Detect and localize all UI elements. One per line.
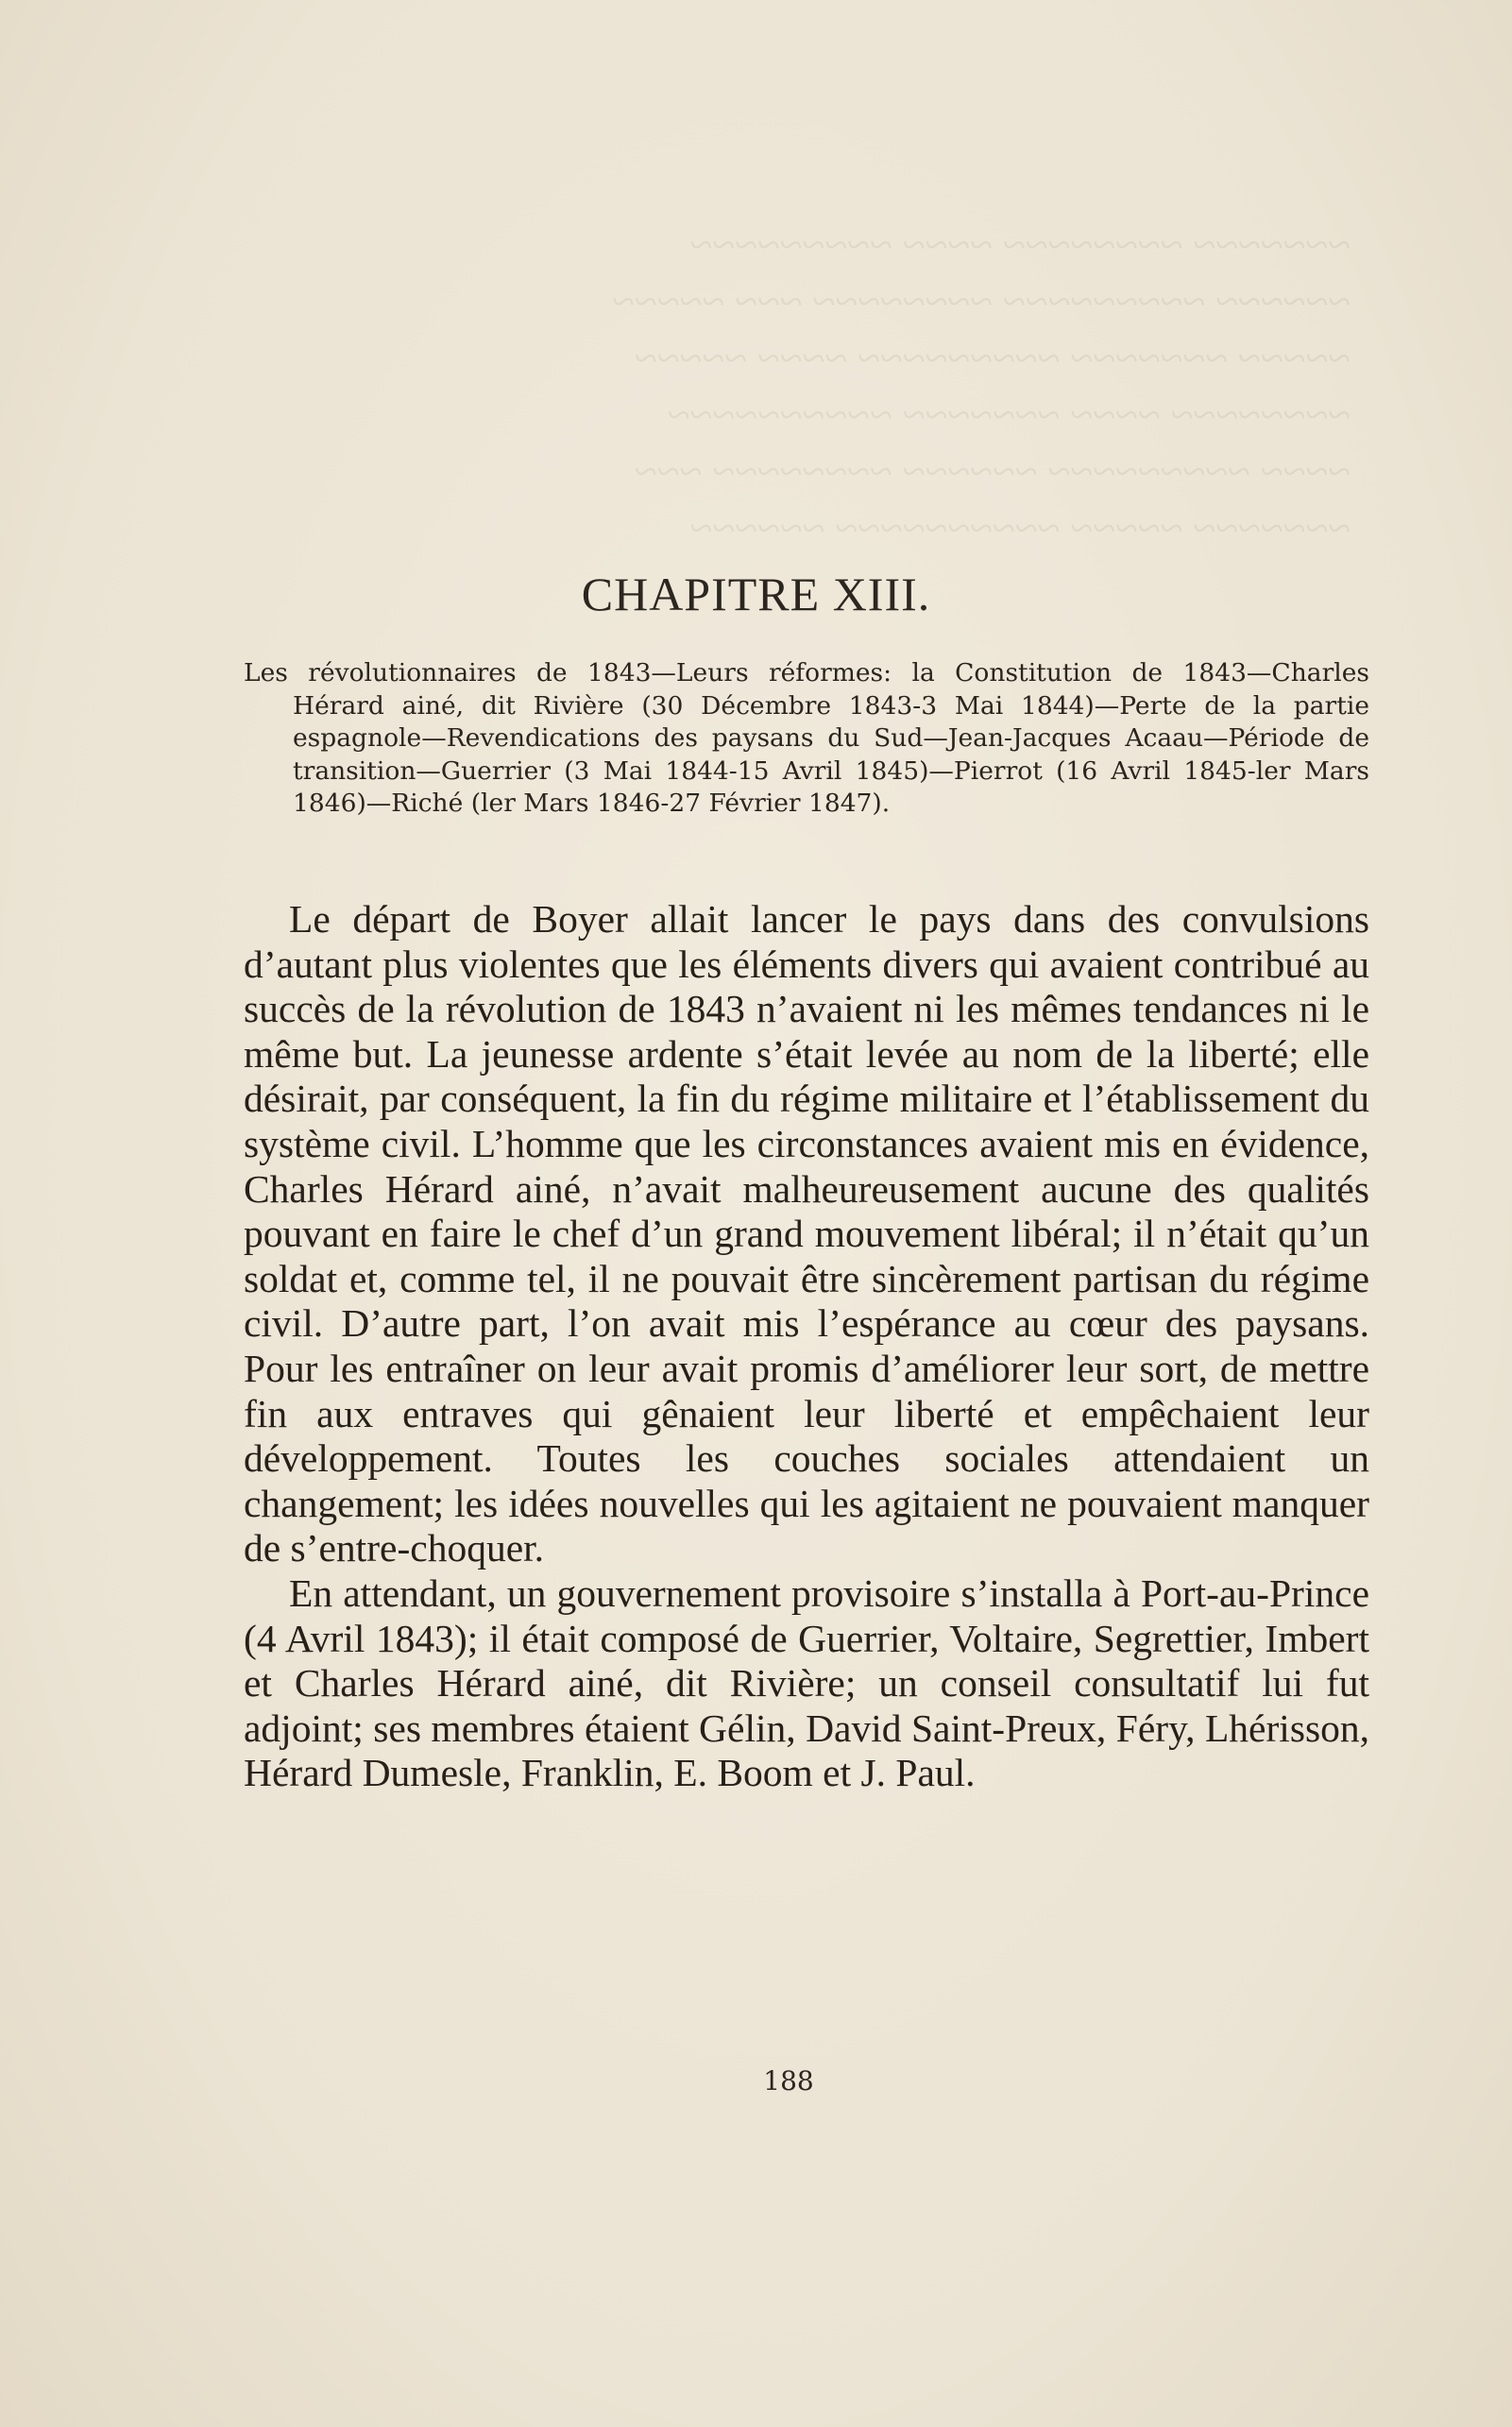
- page-number: 188: [763, 2065, 814, 2096]
- chapter-title: CHAPITRE XIII.: [581, 568, 931, 620]
- paragraph: En attendant, un gouvernement provisoire s’installa à Port-au-Prince (4 Avril 1843); il était composé de Guerrier, Voltaire, Segrettier, Imbert et Charles Hérard ainé, dit Rivière; un conseil consultatif lui fut adjoint; ses membres étaient Gélin, David Saint-Preux, Féry, Lhérisson, Hérard Dumesle, Franklin, E. Boom et J. Paul.: [244, 1570, 1369, 1795]
- body-text: [244, 897, 1369, 1796]
- chapter-summary: Les révolutionnaires de 1843—Leurs réformes: la Constitution de 1843—Charles Hérard ainé, dit Rivière (30 Décembre 1843-3 Mai 1844)—Perte de la partie espagnole—Revendications des paysans du Sud—Jean-Jacques Acaau—Période de transition—Guerrier (3 Mai 1844-15 Avril 1845)—Pierrot (16 Avril 1845-ler Mars 1846)—Riché (ler Mars 1846-27 Février 1847).: [244, 658, 1369, 818]
- show-through-bleed: ~~~~~~~ ~~~~~~~~ ~~~~ ~~~~~~~~~ ~~~~~~ ~~~~~~~~~ ~~~~~~~~ ~~~ ~~~~~ ~~~~~ ~~~~~~~ ~~~~~~~~~ ~~~~ ~~~~~ ~~~~~~~~ ~~~~ ~~~~~~~ ~~~~~~~~~~ ~~~~ ~~~~~~~~~ ~~~~~~ ~~~~~~~~ ~~~ ~~~~~~~ ~~~~~ ~~~~~~~~~~ ~~~~~~: [612, 222, 1351, 552]
- paragraph: Le départ de Boyer allait lancer le pays dans des convulsions d’autant plus violentes que les éléments divers qui avaient contribué au succès de la révolution de 1843 n’avaient ni les mêmes tendances ni le même but. La jeunesse ardente s’était levée au nom de la liberté; elle désirait, par conséquent, la fin du régime militaire et l’établissement du système civil. L’homme que les circonstances avaient mis en évidence, Charles Hérard ainé, n’avait malheureusement aucune des qualités pouvant en faire le chef d’un grand mouvement libéral; il n’était qu’un soldat et, comme tel, il ne pouvait être sincèrement partisan du régime civil. D’autre part, l’on avait mis l’espérance au cœur des paysans. Pour les entraîner on leur avait promis d’améliorer leur sort, de mettre fin aux entraves qui gênaient leur liberté et empêchaient leur développement. Toutes les couches sociales attendaient un changement; les idées nouvelles qui les agitaient ne pouvaient manquer de s’entre-choquer.: [244, 897, 1369, 1570]
